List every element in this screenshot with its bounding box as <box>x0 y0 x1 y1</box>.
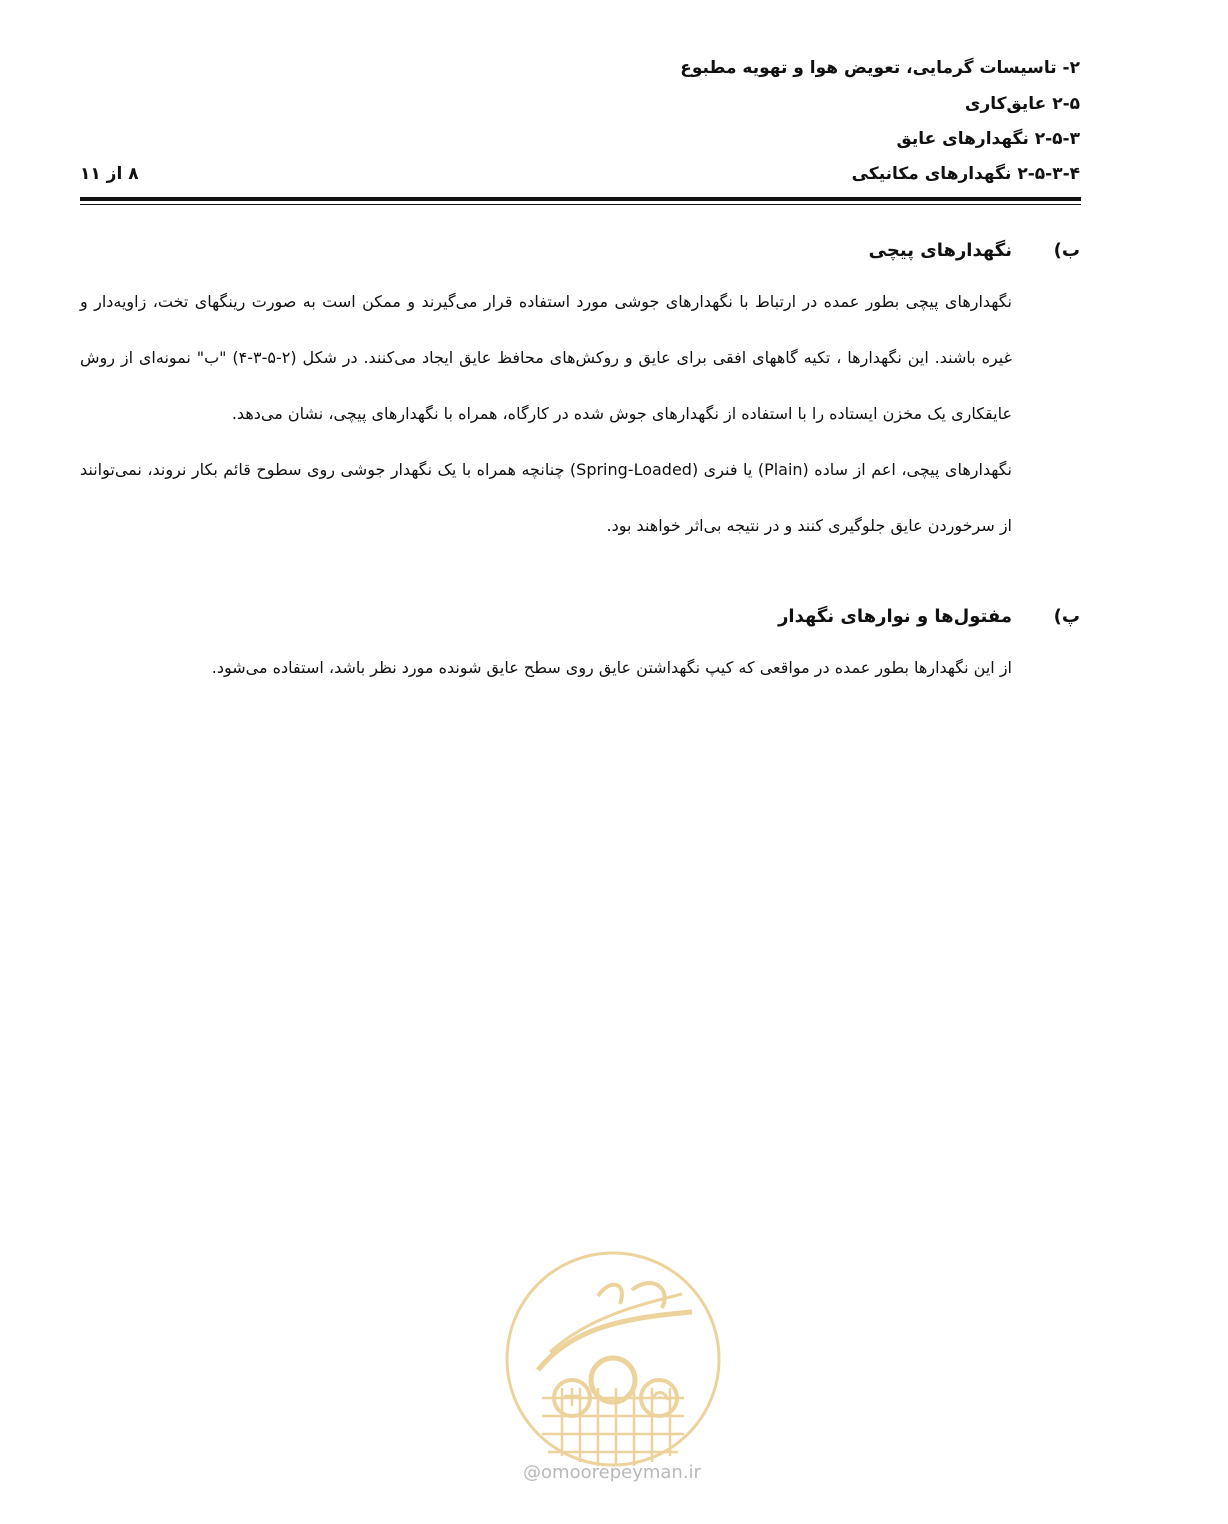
header-divider-thick <box>80 197 1081 201</box>
paragraph: نگهدارهای پیچی، اعم از ساده (Plain) یا فنری (Spring-Loaded) چنانچه همراه با یک نگهدار جوشی روی سطوح قائم بکار نروند، نمی‌توانند از سرخوردن عایق جلوگیری کنند و در نتیجه بی‌اثر خواهند بود. <box>80 460 1013 535</box>
document-body <box>80 228 1080 696</box>
document-header <box>80 52 1080 192</box>
watermark-seal-logo <box>502 1248 724 1470</box>
paragraph: از این نگهدارها بطور عمده در مواقعی که کیپ نگهداشتن عایق روی سطح عایق شونده مورد نظر باشد، استفاده می‌شود. <box>211 658 1012 677</box>
header-section-title: ۲-۵ عایق‌کاری <box>964 94 1080 114</box>
header-subsubsection-title: ۲-۵-۳-۴ نگهدارهای مکانیکی <box>851 164 1080 184</box>
section-title: مفتول‌ها و نوارهای نگهدار <box>778 606 1012 627</box>
section-heading-b <box>80 228 1080 274</box>
section-marker: پ) <box>1053 606 1080 627</box>
paragraph: نگهدارهای پیچی بطور عمده در ارتباط با نگهدارهای جوشی مورد استفاده قرار می‌گیرند و ممکن است به صورت رینگهای تخت، زاویه‌دار و غیره باشند. این نگهدارها ، تکیه گاههای افقی برای عایق و روکش‌های محافظ عایق ایجاد می‌کنند. در شکل (۲-۵-۳-۴) "ب" نمونه‌ای از روش عایقکاری یک مخزن ایستاده را با استفاده از نگهدارهای جوش شده در کارگاه، همراه با نگهدارهای پیچی، نشان می‌دهد. <box>80 292 1012 423</box>
header-chapter-title: ۲- تاسیسات گرمایی، تعویض هوا و تهویه مطبوع <box>680 58 1080 78</box>
watermark-caption: @omoorepeyman.ir <box>523 1462 701 1483</box>
section-heading-p <box>80 594 1080 640</box>
header-divider-thin <box>80 204 1081 205</box>
header-subsection-title: ۲-۵-۳ نگهدارهای عایق <box>896 129 1080 149</box>
section-marker: ب) <box>1053 240 1080 261</box>
page-number: ۸ از ۱۱ <box>80 164 139 184</box>
section-spacer <box>80 554 1080 594</box>
section-title: نگهدارهای پیچی <box>868 240 1012 261</box>
